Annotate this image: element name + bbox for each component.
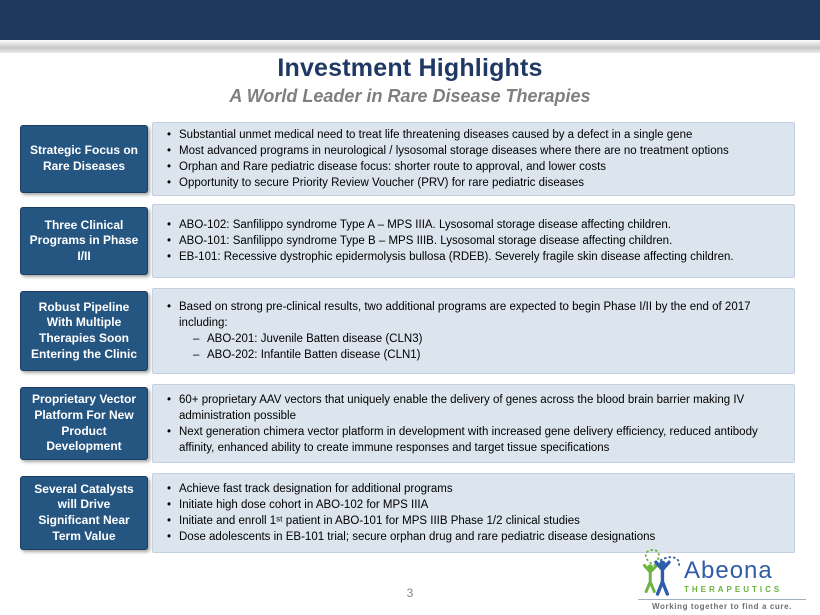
bullet-marker: – [193,349,200,361]
bullet-text: Achieve fast track designation for additional programs [179,483,453,495]
bullet-item [163,529,788,545]
bullet-text: 60+ proprietary AAV vectors that uniquely enable the delivery of genes across the blood brain barrier making IV administration possible [179,393,745,422]
bullet-item [163,424,788,456]
bullet-item [163,249,788,265]
abeona-logo [638,548,806,611]
logo-subname: THERAPEUTICS [684,585,783,594]
row-content [152,122,795,196]
bullet-item [163,392,788,424]
bullet-text: Substantial unmet medical need to treat life threatening diseases caused by a defect in a single gene [179,129,693,141]
bullet-marker: • [167,499,172,511]
logo-name: Abeona [684,557,773,584]
row-content [152,204,795,278]
bullet-item [163,233,788,249]
top-banner [0,0,820,40]
highlight-row [20,288,795,374]
bullet-item [163,217,788,233]
logo-words [684,559,782,596]
slide-title: Investment Highlights [277,54,543,82]
bullet-marker: • [167,161,172,173]
bullet-marker: • [167,483,172,495]
page-number: 3 [406,586,414,600]
sub-bullet-item [193,347,788,363]
logo-tagline: Working together to find a cure. [652,602,792,611]
bullet-marker: – [193,333,200,345]
bullet-text: ABO-101: Sanfilippo syndrome Type B – MPS IIIB. Lysosomal storage disease affecting children. [179,235,673,247]
logo-top [638,548,806,596]
logo-people-icon [638,548,682,596]
row-label: Robust Pipeline With Multiple Therapies Soon Entering the Clinic [20,291,148,371]
bullet-marker: • [167,219,172,231]
bullet-text: Opportunity to secure Priority Review Voucher (PRV) for rare pediatric diseases [179,177,585,189]
bullet-item [163,127,788,143]
bullet-item [163,159,788,175]
bullet-marker: • [167,531,172,543]
row-label: Three Clinical Programs in Phase I/II [20,207,148,275]
bullet-marker: • [167,129,172,141]
bullet-marker: • [167,425,172,438]
bullet-marker: • [167,235,172,247]
row-label: Proprietary Vector Platform For New Product Development [20,387,148,460]
highlight-row [20,473,795,553]
row-content [152,384,795,463]
bullet-item [163,175,788,191]
slide-subtitle: A World Leader in Rare Disease Therapies [229,86,591,106]
bullet-marker: • [167,515,172,527]
bullet-text: EB-101: Recessive dystrophic epidermolysis bullosa (RDEB). Severely fragile skin disease affecting children. [179,251,734,263]
bullet-marker: • [167,251,172,263]
bullet-text: Most advanced programs in neurological / lysosomal storage diseases where there are no treatment options [179,145,729,157]
highlight-row [20,384,795,463]
row-label: Strategic Focus on Rare Diseases [20,125,148,193]
bullet-item [163,481,788,497]
highlight-row [20,204,795,278]
bullet-item [163,497,788,513]
bullet-marker: • [167,301,172,313]
bullet-item [163,143,788,159]
highlight-row [20,122,795,196]
bullet-marker: • [167,145,172,157]
bullet-text: Dose adolescents in EB-101 trial; secure orphan drug and rare pediatric disease designations [179,531,656,543]
bullet-text: ABO-201: Juvenile Batten disease (CLN3) [207,333,423,345]
bullet-text: ABO-102: Sanfilippo syndrome Type A – MPS IIIA. Lysosomal storage disease affecting children. [179,219,672,231]
bullet-text: Next generation chimera vector platform in development with increased gene delivery efficiency, reduced antibody affinity, enhanced ability to create immune responses and target tissue specifications [179,425,758,454]
bullet-marker: • [167,393,172,406]
row-label: Several Catalysts will Drive Significant Near Term Value [20,476,148,550]
bullet-text: Initiate and enroll 1ˢᵗ patient in ABO-101 for MPS IIIB Phase 1/2 clinical studies [179,515,580,527]
bullet-text: ABO-202: Infantile Batten disease (CLN1) [207,349,421,361]
logo-divider [638,599,806,600]
bullet-text: Orphan and Rare pediatric disease focus: shorter route to approval, and lower costs [179,161,607,173]
sub-bullet-item [193,331,788,347]
bullet-marker: • [167,177,172,189]
banner-gradient-strip [0,40,820,53]
bullet-item [163,513,788,529]
row-content [152,473,795,553]
bullet-text: Initiate high dose cohort in ABO-102 for MPS IIIA [179,499,429,511]
row-content [152,288,795,374]
bullet-item [163,299,788,331]
bullet-text: Based on strong pre-clinical results, two additional programs are expected to begin Phase I/II by the end of 2017 including: [179,301,751,329]
